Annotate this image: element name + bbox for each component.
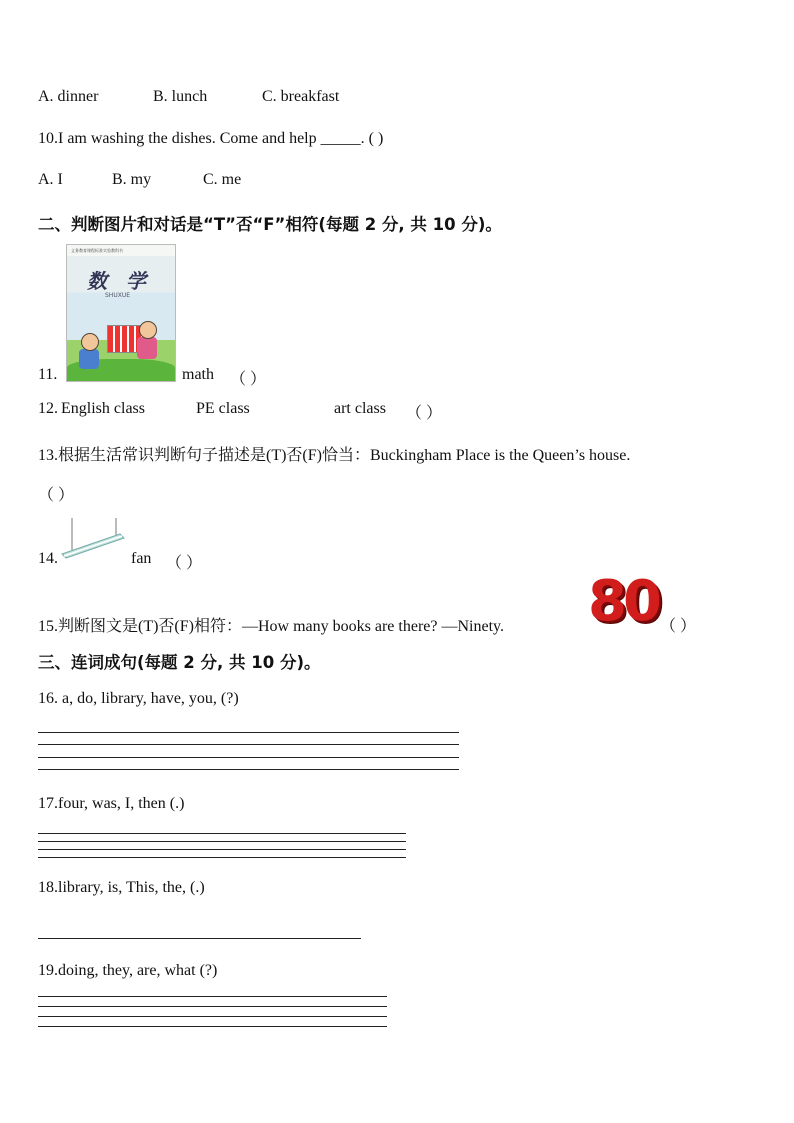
q16-question: 16. a, do, library, have, you, (?) (38, 690, 239, 707)
book-child-body (79, 349, 99, 369)
fluorescent-lamp-image (60, 516, 130, 564)
q19-question: 19.doing, they, are, what (?) (38, 962, 218, 979)
answer-line[interactable] (38, 849, 406, 850)
answer-line[interactable] (38, 857, 406, 858)
answer-line[interactable] (38, 732, 459, 733)
q10-option-b: B. my (112, 171, 152, 188)
answer-line[interactable] (38, 769, 459, 770)
answer-line[interactable] (38, 833, 406, 834)
q10-option-c: C. me (203, 171, 242, 188)
q12-number: 12. (38, 400, 58, 417)
q17-question: 17.four, was, I, then (.) (38, 795, 185, 812)
q13-question: 13.根据生活常识判断句子描述是(T)否(F)恰当：Buckingham Place is the Queen’s house. (38, 447, 631, 464)
q11-word: math (182, 366, 214, 383)
book-child-head (139, 321, 157, 339)
q12-answer-paren: （ ） (406, 405, 443, 422)
q14-number: 14. (38, 550, 58, 567)
q9-option-a: A. dinner (38, 88, 99, 105)
number-80-image: 80 (588, 569, 658, 634)
answer-line[interactable] (38, 1016, 387, 1017)
q13-answer-paren: （ ） (38, 487, 75, 504)
answer-line[interactable] (38, 938, 361, 939)
section-3-title: 三、连词成句(每题 2 分, 共 10 分)。 (38, 653, 321, 672)
q11-number: 11. (38, 366, 58, 383)
answer-line[interactable] (38, 757, 459, 758)
section-2-title: 二、判断图片和对话是“T”否“F”相符(每题 2 分, 共 10 分)。 (38, 215, 502, 234)
book-title: 数 学 (87, 269, 152, 293)
book-subtitle: SHUXUE (105, 292, 131, 299)
math-textbook-image (66, 244, 176, 382)
q10-question: 10.I am washing the dishes. Come and help _____. ( ) (38, 130, 384, 147)
answer-line[interactable] (38, 1006, 387, 1007)
q18-question: 18.library, is, This, the, (.) (38, 879, 205, 896)
q9-option-b: B. lunch (153, 88, 208, 105)
q15-question: 15.判断图文是(T)否(F)相符：—How many books are there? —Ninety. (38, 618, 504, 635)
q15-answer-paren: （ ） (660, 618, 697, 635)
answer-line[interactable] (38, 1026, 387, 1027)
answer-line[interactable] (38, 841, 406, 842)
q10-option-a: A. I (38, 171, 63, 188)
q9-option-c: C. breakfast (262, 88, 340, 105)
q14-word: fan (131, 550, 152, 567)
answer-line[interactable] (38, 744, 459, 745)
book-child-head (81, 333, 99, 351)
q12-option-c: art class (334, 400, 386, 417)
q11-answer-paren: （ ） (230, 371, 267, 388)
q12-option-a: English class (61, 400, 145, 417)
book-top-text: 义务教育课程标准实验教科书 (71, 248, 123, 253)
answer-line[interactable] (38, 996, 387, 997)
q14-answer-paren: （ ） (166, 555, 203, 572)
book-child-body (137, 337, 157, 359)
q12-option-b: PE class (196, 400, 250, 417)
